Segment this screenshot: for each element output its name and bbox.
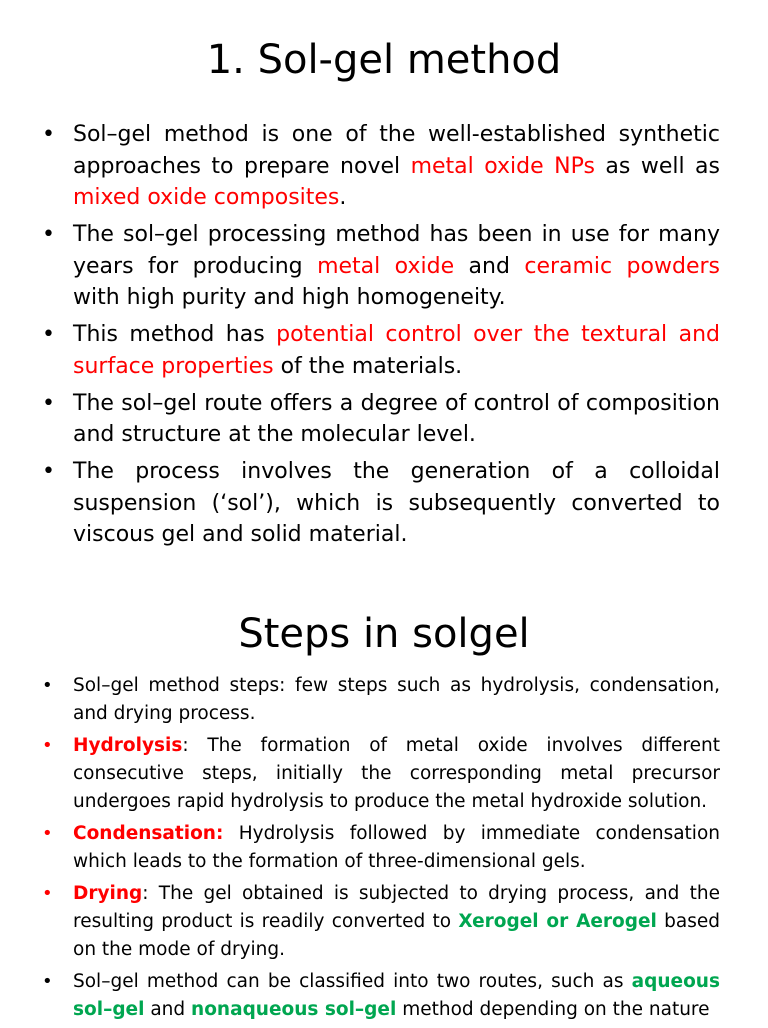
bullet-highlight-segment: metal oxide NPs <box>410 153 595 179</box>
bullet-text <box>73 122 720 210</box>
bullet-green-segment: Xerogel or Aerogel <box>458 911 657 932</box>
slide-title: 1. Sol-gel method <box>206 37 562 83</box>
bullet-item <box>42 820 720 876</box>
bullet-marker: • <box>42 390 55 416</box>
slide-title: Steps in solgel <box>238 611 530 657</box>
bullet-text-segment: The process involves the generation of a colloidal suspension (‘sol’), which is subsequently converted to viscous gel and solid material. <box>73 459 720 547</box>
bullet-list <box>42 119 720 556</box>
bullet-item <box>42 672 720 728</box>
bullet-text <box>73 823 720 872</box>
bullet-text-segment: Sol–gel method can be classified into two routes, such as <box>73 971 632 992</box>
bullet-marker: • <box>42 971 53 992</box>
bullet-text-segment: based on the mode of drying. <box>73 911 720 960</box>
bullet-text <box>73 971 720 1020</box>
bullet-green-segment: nonaqueous sol–gel <box>191 999 397 1020</box>
bullet-text <box>73 675 720 724</box>
bullet-text <box>73 391 720 448</box>
bullet-text-segment: : The gel obtained is subjected to drying process, and the resulting product is readily converted to <box>73 883 720 932</box>
bullet-text-segment: This method has <box>73 322 277 347</box>
bullet-highlight-segment: potential control over the textural and surface properties <box>73 322 720 379</box>
bullet-marker: • <box>42 459 55 484</box>
bullet-text-segment: as well as <box>594 153 720 179</box>
bullet-text <box>73 222 720 310</box>
bullet-text-segment: method depending on the nature <box>396 999 710 1020</box>
bullet-item <box>42 732 720 816</box>
bullet-highlight-segment: mixed oxide composites <box>73 185 340 210</box>
bullet-text-segment: The sol–gel route offers a degree of control of composition and structure at the molecular level. <box>73 390 720 447</box>
bullet-list <box>42 672 720 1028</box>
bullet-green-segment: aqueous sol–gel <box>73 971 720 1020</box>
bullet-item <box>42 968 720 1024</box>
bullet-marker: • <box>42 122 55 147</box>
bullet-text-segment: with high purity and high homogeneity. <box>73 285 506 310</box>
bullet-item <box>42 880 720 964</box>
bullet-marker: • <box>42 883 53 904</box>
bullet-text-segment: . <box>339 185 347 210</box>
bullet-text-segment: Sol–gel method is one of the well-established synthetic approaches to prepare novel <box>73 122 720 179</box>
bullet-highlight-segment: ceramic powders <box>524 253 720 279</box>
bullet-marker: • <box>42 823 53 844</box>
bullet-item <box>42 388 720 451</box>
bullet-marker: • <box>42 735 53 756</box>
bullet-text-segment: Hydrolysis followed by immediate condensation which leads to the formation of three-dimensional gels. <box>73 823 720 872</box>
step-term: Hydrolysis <box>73 735 183 756</box>
bullet-text-segment: The sol–gel processing method has been in use for many years for producing <box>73 222 720 279</box>
bullet-item <box>42 319 720 382</box>
slide-steps-in-solgel <box>0 580 768 1024</box>
bullet-text-segment: and <box>454 253 525 279</box>
bullet-item <box>42 456 720 551</box>
bullet-text <box>73 459 720 547</box>
bullet-text-segment: and <box>144 999 192 1020</box>
bullet-text-segment: : The formation of metal oxide involves different consecutive steps, initially the corresponding metal precursor undergoes rapid hydrolysis to produce the metal hydroxide solution. <box>73 735 720 812</box>
bullet-text-segment: of the materials. <box>273 353 463 379</box>
bullet-text <box>73 883 720 960</box>
bullet-text <box>73 322 720 379</box>
bullet-text <box>73 735 720 812</box>
bullet-marker: • <box>42 222 55 247</box>
step-term: Drying <box>73 883 143 904</box>
bullet-text-segment: Sol–gel method steps: few steps such as hydrolysis, condensation, and drying process. <box>73 675 720 724</box>
bullet-marker: • <box>42 675 53 696</box>
bullet-item <box>42 219 720 314</box>
step-term: Condensation: <box>73 823 224 844</box>
bullet-highlight-segment: metal oxide <box>317 253 455 279</box>
bullet-item <box>42 119 720 214</box>
bullet-marker: • <box>42 322 55 347</box>
